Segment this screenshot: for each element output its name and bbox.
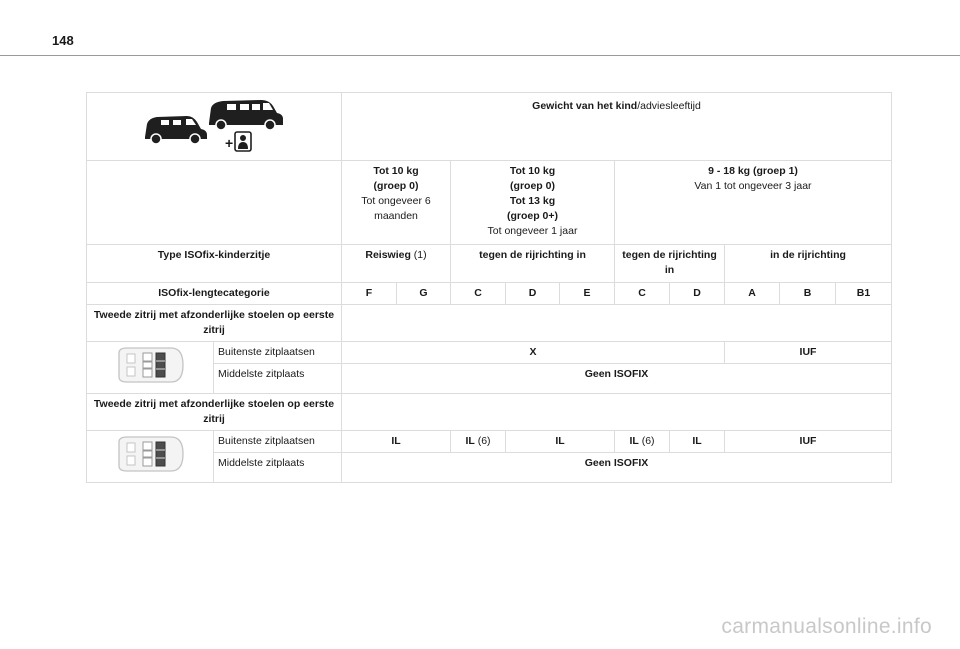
watermark: carmanualsonline.info [721, 615, 932, 638]
group-line: (groep 0) [373, 180, 419, 192]
outer-seats-value: X [342, 342, 725, 364]
group-age: Tot ongeveer 6 maanden [361, 195, 431, 222]
type-rear-facing-2: tegen de rijrichting in [615, 245, 725, 283]
il-label: IL [692, 435, 702, 447]
il-label: IL [465, 435, 475, 447]
page-number: 148 [52, 33, 74, 48]
il-label: IL [629, 435, 639, 447]
seat-layout-cell [87, 431, 214, 483]
size-cell: B [780, 283, 836, 305]
age-label: /adviesleeftijd [637, 100, 701, 112]
size-cell: B1 [836, 283, 892, 305]
group-line: (groep 0+) [506, 210, 559, 222]
size-label: ISOfix-lengtecategorie [87, 283, 342, 305]
size-cell: C [451, 283, 506, 305]
group-1-cell [615, 161, 892, 245]
empty-cell [342, 394, 892, 431]
group-line: Tot 10 kg [373, 165, 419, 177]
section1-title: Tweede zitrij met afzonderlijke stoelen op eerste zitrij [87, 305, 342, 342]
carrycot-note: (1) [410, 249, 427, 261]
il-note: (6) [474, 435, 491, 447]
group-0-cell [342, 161, 451, 245]
seat-layout-icon [113, 345, 187, 385]
van-small-icon [145, 116, 207, 144]
size-cell: A [725, 283, 780, 305]
type-label: Type ISOfix-kinderzitje [87, 245, 342, 283]
child-seat-icon [235, 132, 251, 151]
outer-seats-value-forward: IUF [725, 431, 892, 453]
size-cell: E [560, 283, 615, 305]
group-age: Van 1 tot ongeveer 3 jaar [694, 180, 812, 192]
header-divider [0, 55, 960, 56]
outer-seat-value [451, 431, 506, 453]
section2-title: Tweede zitrij met afzonderlijke stoelen op eerste zitrij [87, 394, 342, 431]
type-forward-facing: in de rijrichting [725, 245, 892, 283]
outer-seat-value [506, 431, 615, 453]
group-line: Tot 10 kg [509, 165, 556, 177]
size-cell: C [615, 283, 670, 305]
outer-seat-value [670, 431, 725, 453]
type-rear-facing: tegen de rijrichting in [451, 245, 615, 283]
weight-label: Gewicht van het kind [532, 100, 638, 112]
isofix-table [86, 92, 892, 483]
vehicle-icons-cell [87, 93, 342, 161]
group-age: Tot ongeveer 1 jaar [487, 225, 578, 237]
il-note: (6) [638, 435, 655, 447]
middle-seat-label: Middelste zitplaats [214, 364, 342, 394]
van-icons [139, 96, 289, 152]
middle-seat-value: Geen ISOFIX [342, 453, 892, 483]
empty-cell [342, 305, 892, 342]
outer-seats-label: Buitenste zitplaatsen [214, 431, 342, 453]
type-carrycot [342, 245, 451, 283]
van-large-icon [209, 100, 283, 130]
middle-seat-value: Geen ISOFIX [342, 364, 892, 394]
seat-layout-icon [113, 434, 187, 474]
outer-seat-value [615, 431, 670, 453]
carrycot-label: Reiswieg [365, 249, 411, 261]
il-label: IL [555, 435, 565, 447]
middle-seat-label: Middelste zitplaats [214, 453, 342, 483]
group-0plus-cell [451, 161, 615, 245]
seat-layout-cell [87, 342, 214, 394]
il-label: IL [391, 435, 401, 447]
group-line: 9 - 18 kg (groep 1) [708, 165, 798, 177]
weight-header-cell [342, 93, 892, 161]
size-cell: D [506, 283, 560, 305]
group-line: Tot 13 kg [509, 195, 556, 207]
size-cell: G [397, 283, 451, 305]
outer-seats-label: Buitenste zitplaatsen [214, 342, 342, 364]
outer-seat-value [342, 431, 451, 453]
size-cell: D [670, 283, 725, 305]
group-line: (groep 0) [510, 180, 555, 192]
empty-cell [87, 161, 342, 245]
plus-sign: + [225, 135, 234, 151]
outer-seats-value-forward: IUF [725, 342, 892, 364]
size-cell: F [342, 283, 397, 305]
